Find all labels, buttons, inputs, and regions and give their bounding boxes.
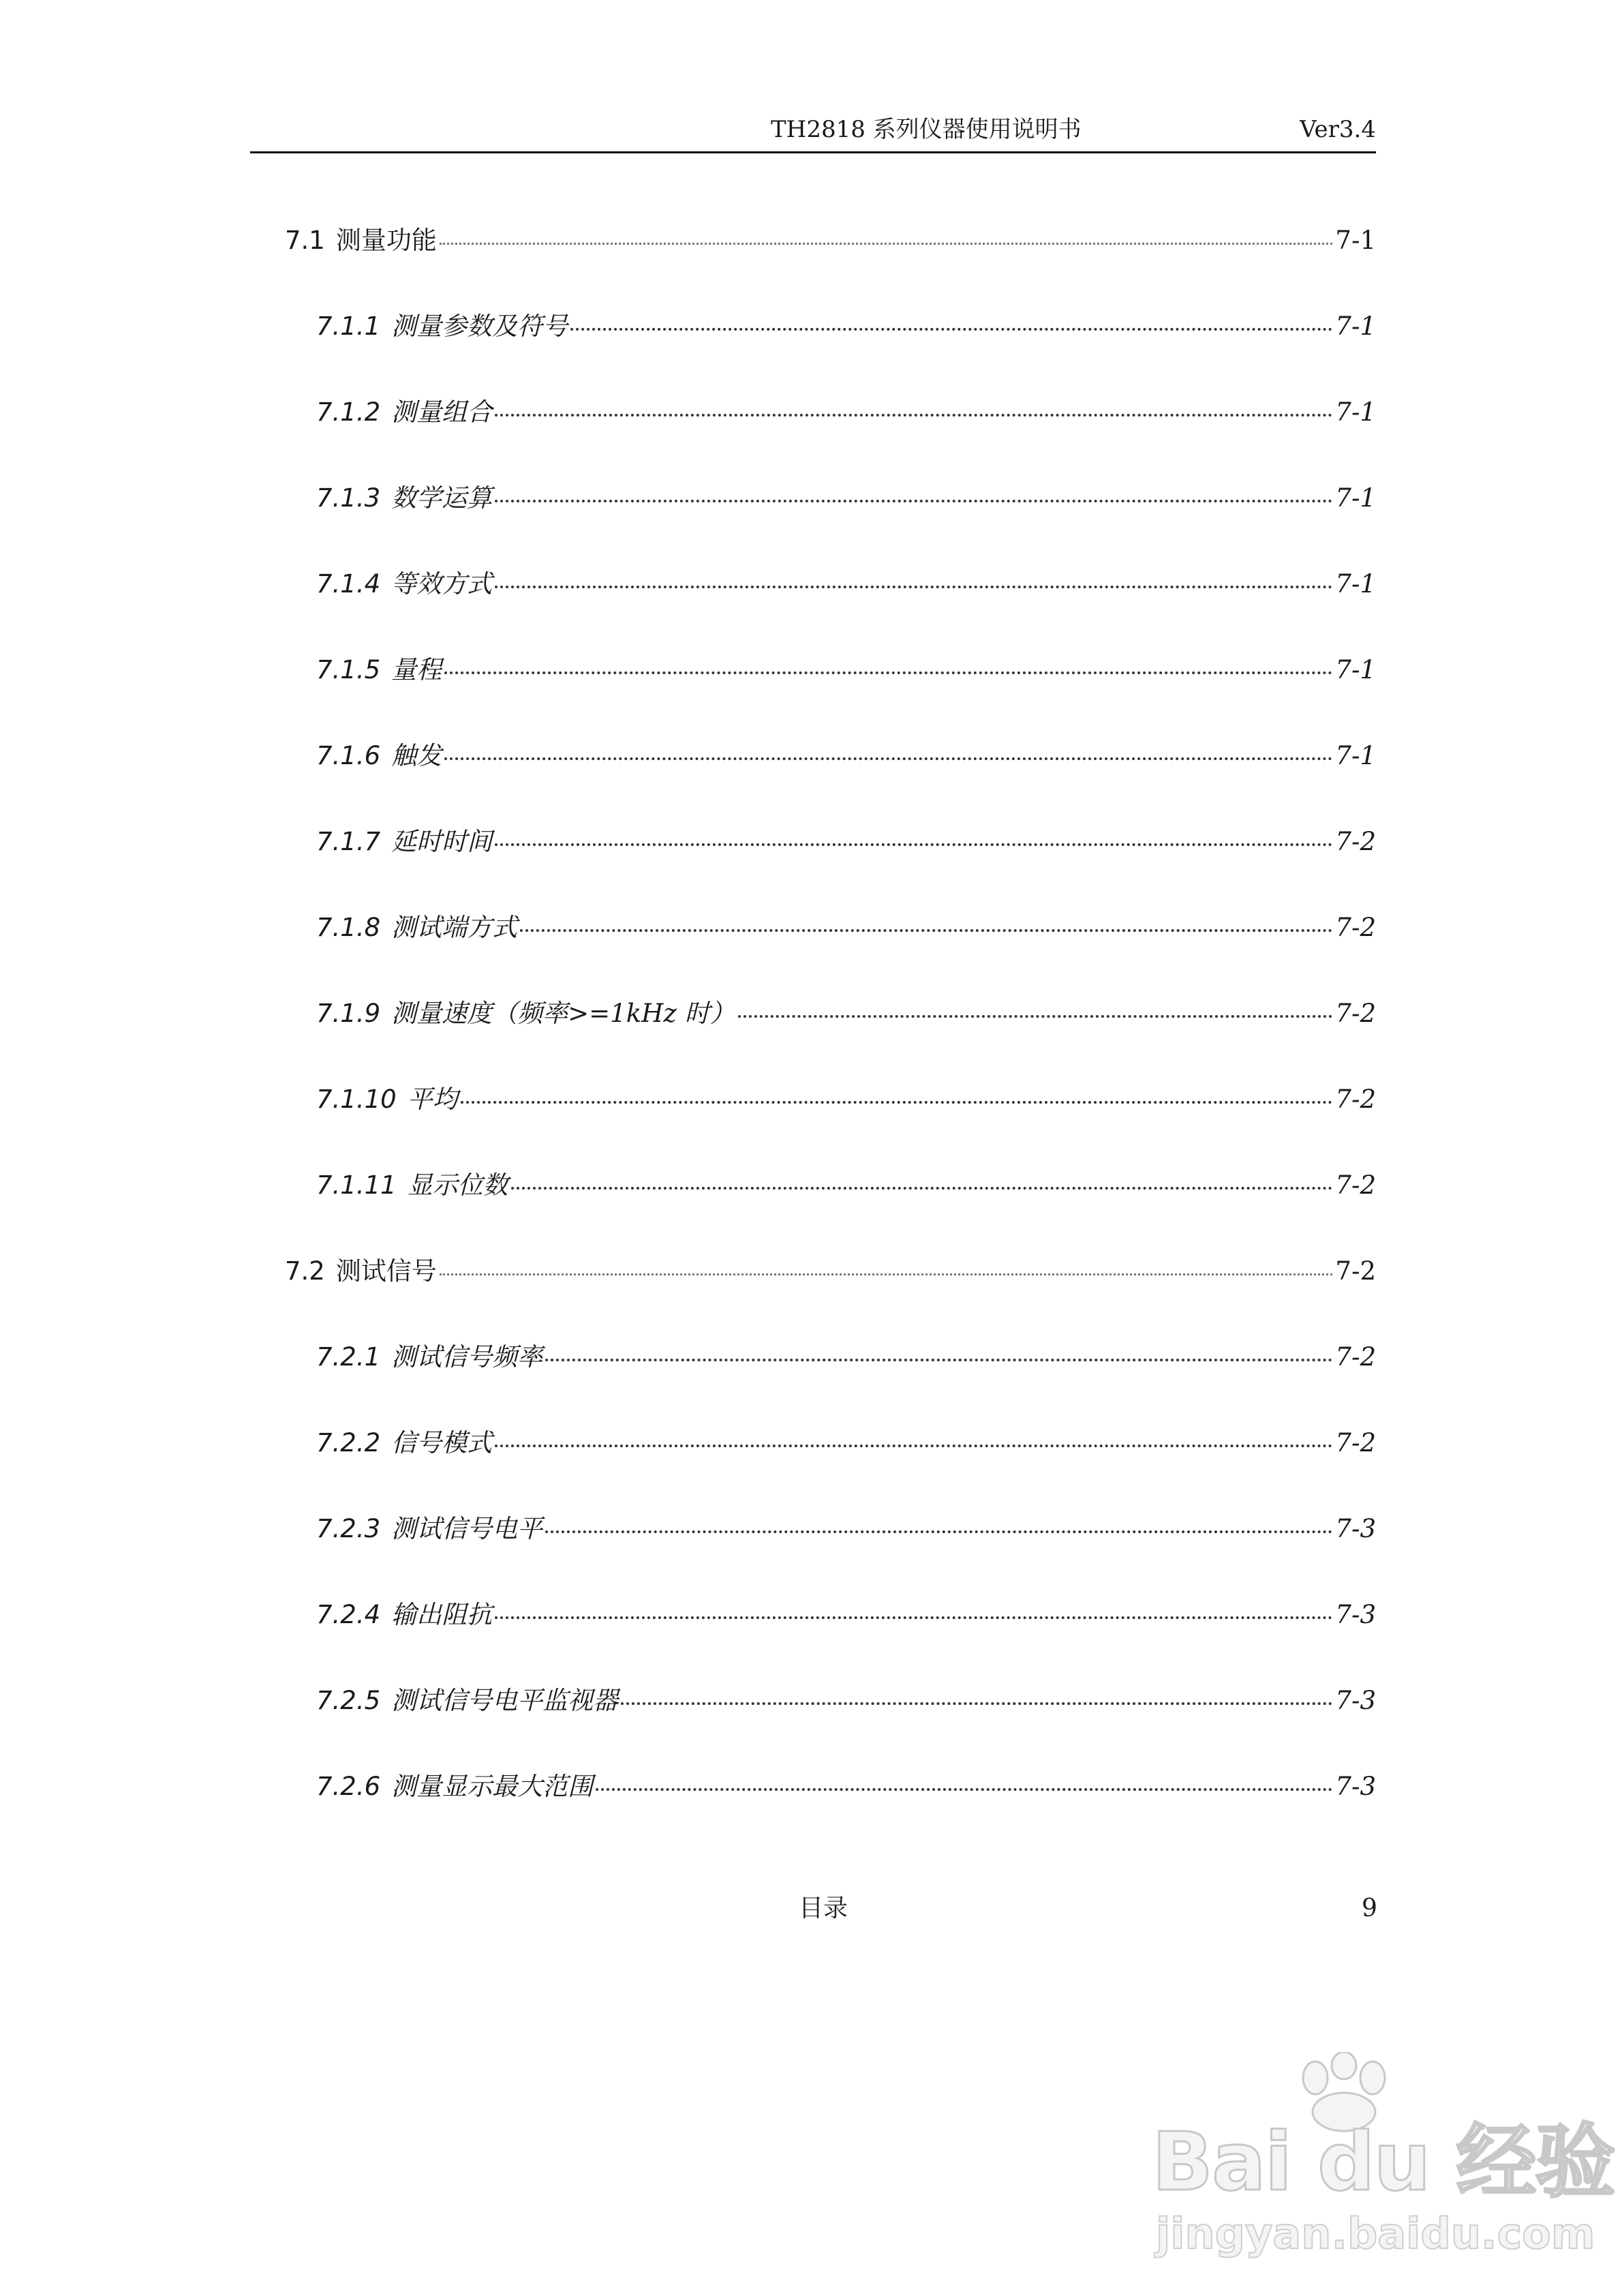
- toc-entry-title: 信号模式: [391, 1428, 493, 1457]
- toc-entry-7-2-4[interactable]: [316, 1595, 1376, 1635]
- toc-entry-title: 测量功能: [335, 226, 437, 255]
- toc-entry-page: 7-2: [1335, 1256, 1376, 1286]
- toc-entry-7-2[interactable]: [285, 1251, 1376, 1292]
- toc-entry-7-1-1[interactable]: [316, 306, 1376, 347]
- toc-entry-7-2-2[interactable]: [316, 1423, 1376, 1464]
- toc-entry-title: 输出阻抗: [391, 1600, 493, 1629]
- toc-entry-page: 7-3: [1335, 1600, 1376, 1629]
- toc-entry-number: 7.1.10: [316, 1085, 397, 1114]
- toc-dot-leader: [511, 1187, 1333, 1190]
- toc-entry-number: 7.1.6: [316, 741, 381, 770]
- toc-entry-title: 数学运算: [391, 483, 493, 513]
- toc-entry-title: 测量组合: [391, 397, 493, 427]
- baidu-jingyan-watermark: [1152, 2052, 1615, 2259]
- toc-entry-7-1[interactable]: [285, 220, 1376, 261]
- toc-entry-page: 7-1: [1335, 569, 1376, 599]
- toc-entry-7-2-6[interactable]: [316, 1766, 1376, 1807]
- toc-entry-page: 7-1: [1335, 741, 1376, 770]
- toc-dot-leader: [621, 1702, 1332, 1705]
- toc-entry-number: 7.1.3: [316, 483, 381, 513]
- toc-entry-7-1-3[interactable]: [316, 478, 1376, 519]
- toc-entry-number: 7.2.5: [316, 1686, 381, 1715]
- toc-dot-leader: [570, 328, 1332, 331]
- toc-dot-leader: [495, 500, 1332, 502]
- page-header: [250, 115, 1376, 153]
- toc-dot-leader: [545, 1530, 1332, 1533]
- toc-dot-leader: [495, 843, 1332, 846]
- watermark-url: jingyan.baidu.com: [1156, 2209, 1595, 2259]
- toc-entry-title: 量程: [391, 655, 442, 684]
- toc-entry-7-2-5[interactable]: [316, 1680, 1376, 1721]
- toc-entry-7-2-1[interactable]: [316, 1337, 1376, 1378]
- toc-entry-page: 7-3: [1335, 1686, 1376, 1715]
- document-version: Ver3.4: [1300, 116, 1376, 143]
- toc-entry-page: 7-2: [1335, 913, 1376, 942]
- toc-entry-number: 7.2: [285, 1256, 325, 1286]
- toc-entry-page: 7-2: [1335, 1342, 1376, 1372]
- toc-dot-leader: [545, 1359, 1332, 1361]
- toc-dot-leader: [461, 1101, 1333, 1104]
- toc-entry-7-1-10[interactable]: [316, 1079, 1376, 1120]
- toc-entry-page: 7-1: [1335, 397, 1376, 427]
- toc-dot-leader: [444, 671, 1332, 674]
- toc-entry-page: 7-3: [1335, 1772, 1376, 1801]
- toc-entry-page: 7-2: [1335, 1170, 1376, 1200]
- toc-dot-leader: [520, 929, 1332, 932]
- toc-dot-leader: [440, 243, 1333, 245]
- toc-entry-number: 7.2.4: [316, 1600, 381, 1629]
- toc-entry-number: 7.1.5: [316, 655, 381, 684]
- toc-entry-title: 测量参数及符号: [391, 312, 568, 341]
- toc-entry-page: 7-1: [1335, 226, 1376, 255]
- toc-entry-7-1-8[interactable]: [316, 907, 1376, 948]
- toc-entry-title: 测量速度（频率>=1kHz 时）: [391, 999, 735, 1028]
- toc-entry-number: 7.2.6: [316, 1772, 381, 1801]
- toc-entry-page: 7-3: [1335, 1514, 1376, 1543]
- toc-entry-7-1-5[interactable]: [316, 650, 1376, 691]
- toc-entry-title: 测试信号电平监视器: [391, 1686, 619, 1715]
- toc-entry-title: 测试信号频率: [391, 1342, 543, 1372]
- toc-dot-leader: [738, 1015, 1333, 1018]
- toc-entry-7-1-7[interactable]: [316, 821, 1376, 862]
- toc-entry-7-1-9[interactable]: [316, 993, 1376, 1034]
- document-title: TH2818 系列仪器使用说明书: [771, 116, 1082, 143]
- toc-entry-page: 7-1: [1335, 483, 1376, 513]
- toc-entry-number: 7.2.2: [316, 1428, 381, 1457]
- toc-entry-title: 触发: [391, 741, 442, 770]
- toc-dot-leader: [495, 1616, 1332, 1619]
- toc-entry-title: 延时时间: [391, 827, 493, 856]
- toc-entry-7-1-4[interactable]: [316, 564, 1376, 605]
- toc-entry-number: 7.1: [285, 226, 325, 255]
- toc-entry-number: 7.1.2: [316, 397, 381, 427]
- toc-entry-7-1-2[interactable]: [316, 392, 1376, 433]
- toc-entry-number: 7.2.3: [316, 1514, 381, 1543]
- toc-entry-number: 7.1.7: [316, 827, 381, 856]
- toc-entry-number: 7.1.11: [316, 1170, 397, 1200]
- toc-entry-number: 7.2.1: [316, 1342, 381, 1372]
- toc-entry-page: 7-2: [1335, 1428, 1376, 1457]
- toc-entry-7-1-6[interactable]: [316, 736, 1376, 776]
- toc-dot-leader: [495, 1445, 1332, 1447]
- toc-dot-leader: [495, 414, 1332, 417]
- toc-entry-number: 7.1.1: [316, 312, 381, 341]
- watermark-brand: Bai du 经验: [1152, 2115, 1615, 2209]
- toc-entry-title: 等效方式: [391, 569, 493, 599]
- toc-dot-leader: [596, 1788, 1332, 1791]
- toc-entry-page: 7-2: [1335, 1085, 1376, 1114]
- toc-entry-page: 7-2: [1335, 827, 1376, 856]
- toc-dot-leader: [444, 757, 1332, 760]
- footer-page-number: 9: [1362, 1894, 1377, 1922]
- toc-entry-number: 7.1.9: [316, 999, 381, 1028]
- toc-entry-page: 7-2: [1335, 999, 1376, 1028]
- toc-entry-title: 测试端方式: [391, 913, 518, 942]
- toc-dot-leader: [440, 1273, 1333, 1275]
- toc-entry-number: 7.1.8: [316, 913, 381, 942]
- toc-entry-number: 7.1.4: [316, 569, 381, 599]
- toc-entry-7-1-11[interactable]: [316, 1165, 1376, 1206]
- toc-entry-title: 测试信号: [335, 1256, 437, 1286]
- footer-section-label: 目录: [799, 1894, 848, 1922]
- toc-entry-title: 测试信号电平: [391, 1514, 543, 1543]
- toc-entry-title: 测量显示最大范围: [391, 1772, 594, 1801]
- toc-entry-title: 显示位数: [407, 1170, 508, 1200]
- toc-entry-7-2-3[interactable]: [316, 1509, 1376, 1550]
- toc-entry-page: 7-1: [1335, 312, 1376, 341]
- toc-entry-page: 7-1: [1335, 655, 1376, 684]
- toc-entry-title: 平均: [407, 1085, 458, 1114]
- toc-dot-leader: [495, 586, 1332, 588]
